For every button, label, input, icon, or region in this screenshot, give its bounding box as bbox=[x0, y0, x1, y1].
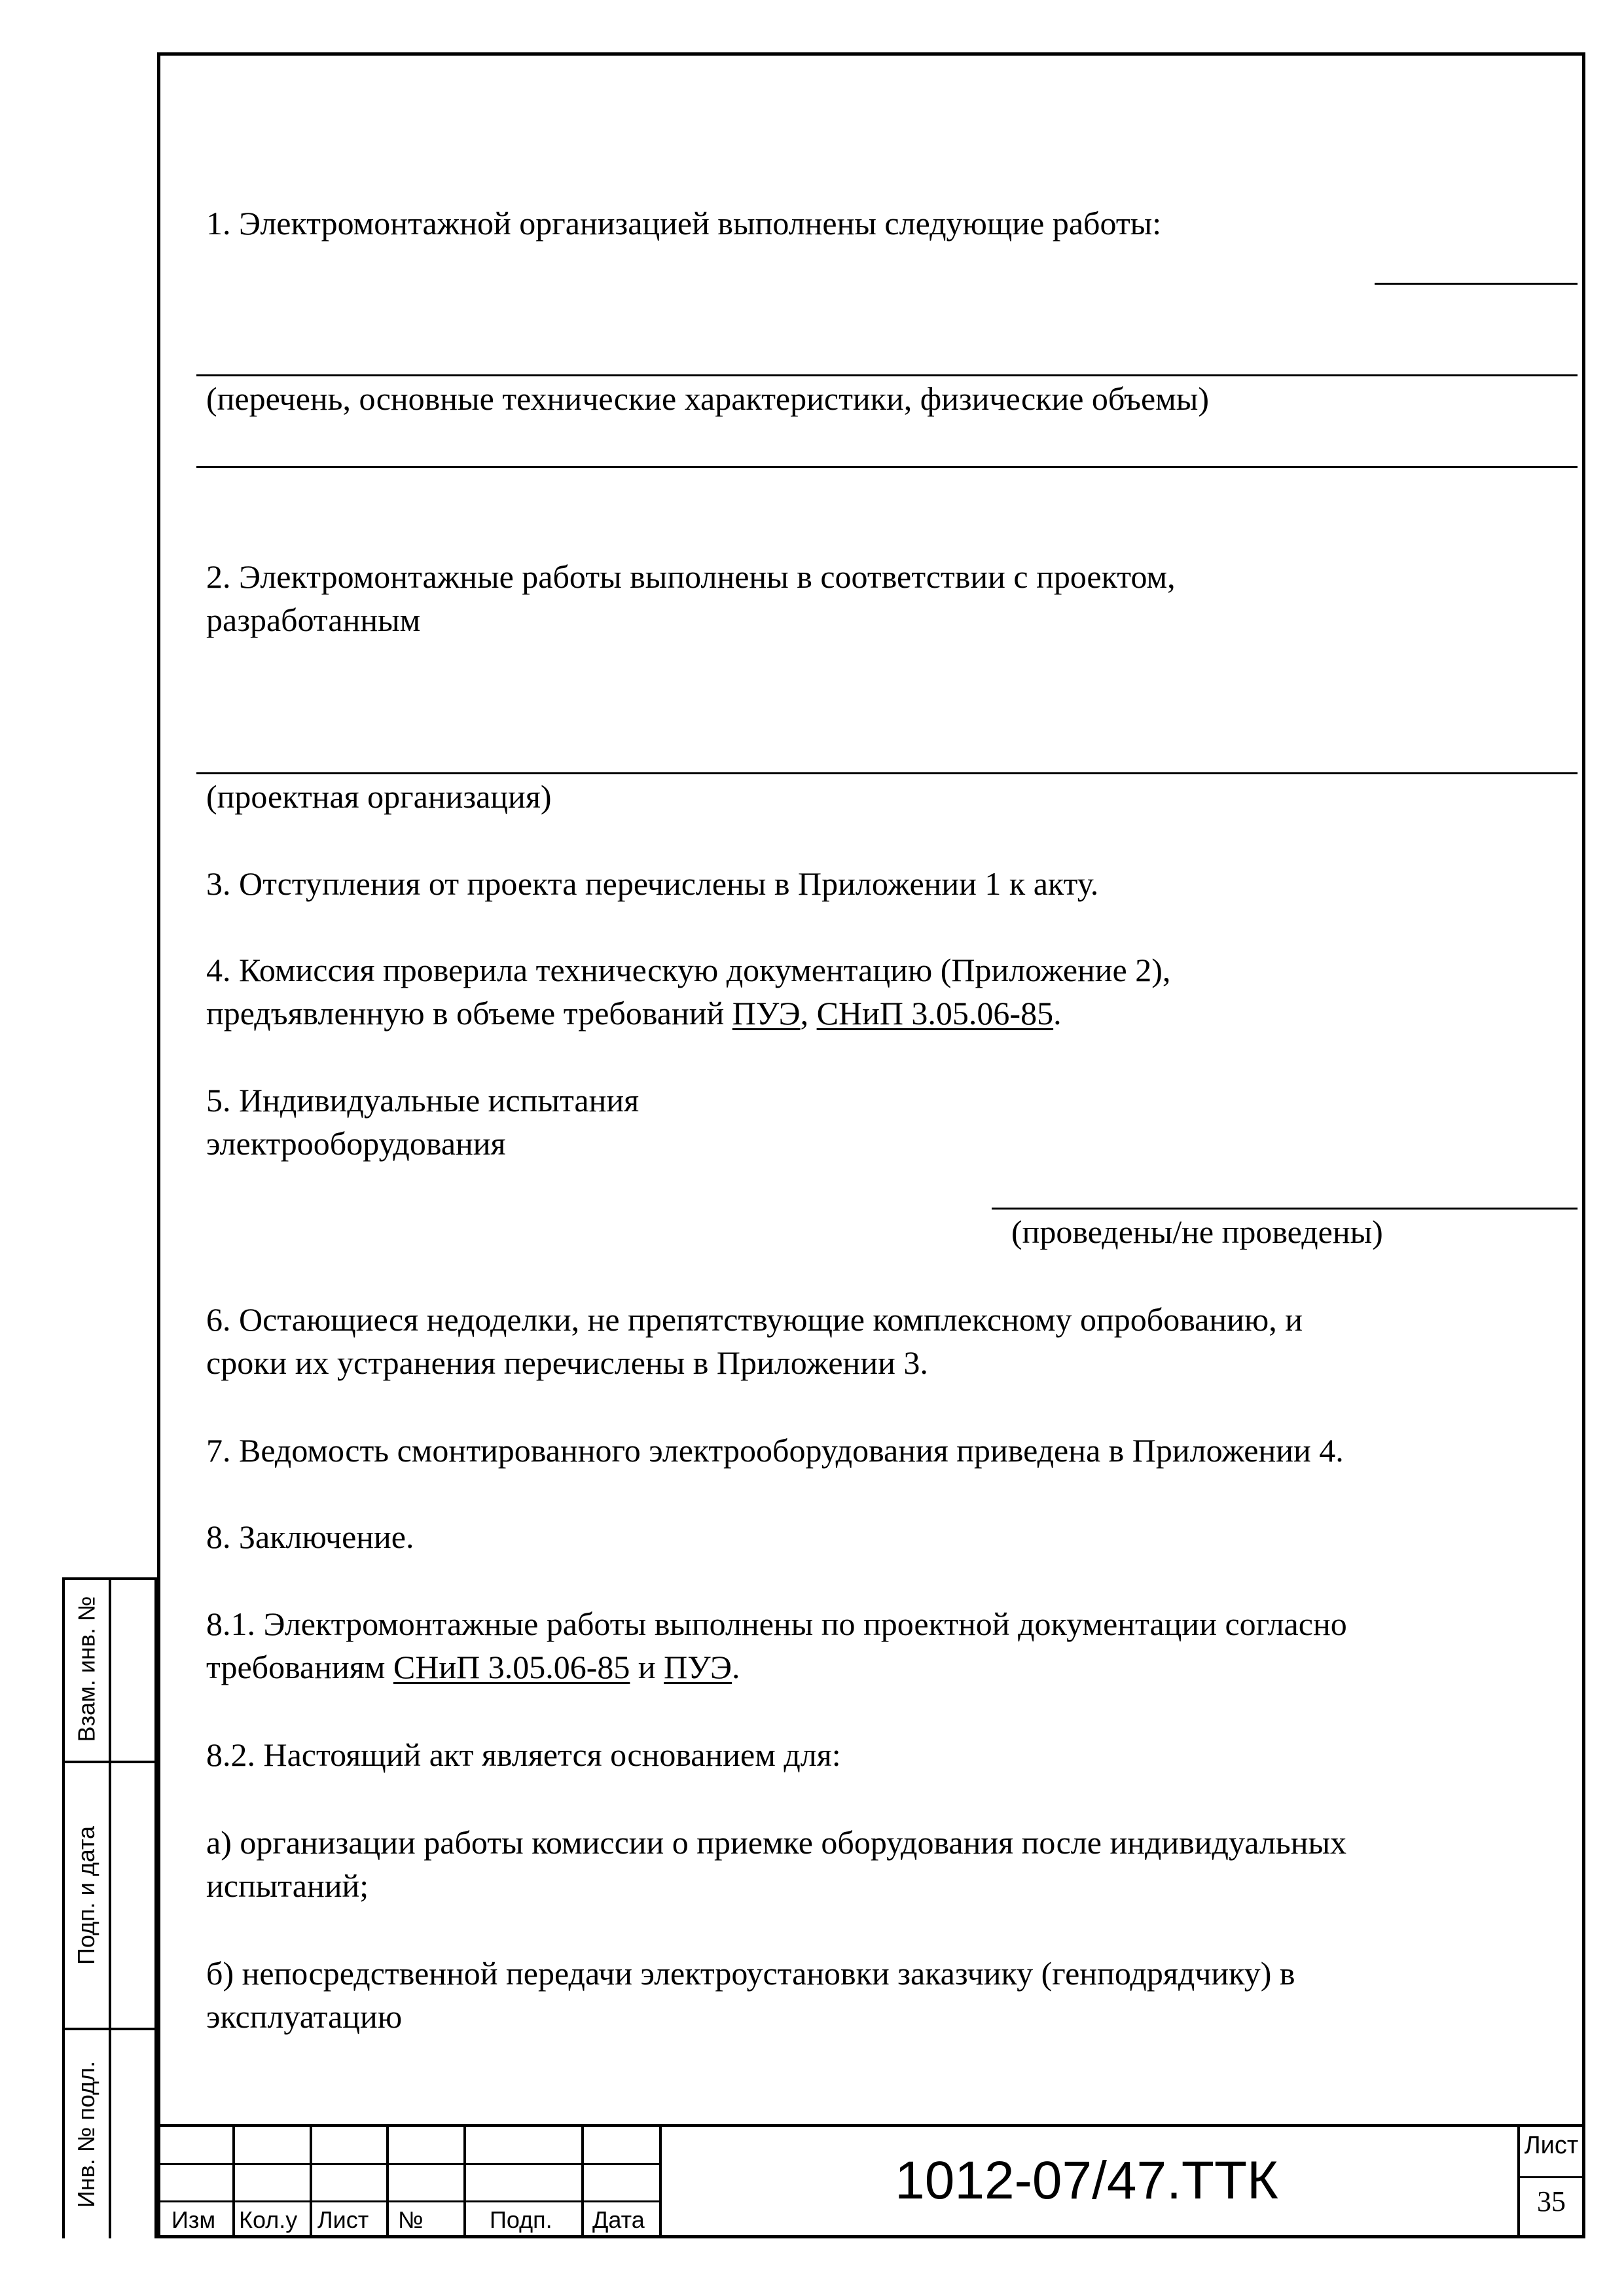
podp-label: Подп. и дата bbox=[73, 1825, 100, 1965]
tb-col-sep-3 bbox=[386, 2124, 389, 2238]
item-8-1-prefix: требованиям bbox=[206, 1649, 393, 1685]
tb-date: Дата bbox=[592, 2206, 645, 2233]
item-8-1-line-1: 8.1. Электромонтажные работы выполнены по проектной документации согласно bbox=[206, 1605, 1347, 1642]
item-8-2: 8.2. Настоящий акт является основанием для: bbox=[206, 1736, 841, 1773]
vzam-label: Взам. инв. № bbox=[73, 1596, 100, 1742]
item-6-line-2: сроки их устранения перечислены в Приложении 3. bbox=[206, 1344, 928, 1381]
note-2: (проектная организация) bbox=[206, 778, 552, 815]
item-8-1-period: . bbox=[732, 1649, 740, 1685]
sheet-label: Лист bbox=[1524, 2132, 1579, 2159]
pue-link-2[interactable]: ПУЭ bbox=[664, 1649, 732, 1685]
item-6-line-1: 6. Остающиеся недоделки, не препятствующие комплексному опробованию, и bbox=[206, 1301, 1303, 1338]
item-8: 8. Заключение. bbox=[206, 1518, 414, 1555]
item-b-line-1: б) непосредственной передачи электроустановки заказчику (генподрядчику) в bbox=[206, 1955, 1295, 1992]
tb-col-sep-5 bbox=[581, 2124, 584, 2238]
tb-izm: Изм bbox=[171, 2206, 216, 2233]
tb-col-sep-1 bbox=[232, 2124, 235, 2238]
sheet-number: 35 bbox=[1537, 2185, 1566, 2217]
fill-line-1 bbox=[1375, 283, 1578, 285]
inv-label: Инв. № подл. bbox=[73, 2060, 100, 2208]
pue-link[interactable]: ПУЭ bbox=[732, 995, 801, 1031]
item-1: 1. Электромонтажной организацией выполнены следующие работы: bbox=[206, 205, 1162, 242]
sheet-sep bbox=[1517, 2176, 1585, 2178]
and-separator: и bbox=[630, 1649, 664, 1685]
document-code: 1012-07/47.ТТК bbox=[895, 2151, 1278, 2210]
item-2-line-1: 2. Электромонтажные работы выполнены в соответствии с проектом, bbox=[206, 558, 1176, 595]
note-1: (перечень, основные технические характеристики, физические объемы) bbox=[206, 380, 1210, 417]
item-a-line-2: испытаний; bbox=[206, 1867, 369, 1904]
fill-line-3 bbox=[196, 466, 1578, 468]
tb-list: Лист bbox=[317, 2206, 369, 2233]
item-5-line-2: электрооборудования bbox=[206, 1125, 506, 1162]
item-4-prefix: предъявленную в объеме требований bbox=[206, 995, 732, 1031]
tb-kol: Кол.у bbox=[239, 2206, 298, 2233]
item-8-1-line-2 bbox=[206, 1645, 740, 1689]
item-b-line-2: эксплуатацию bbox=[206, 1998, 403, 2035]
note-5: (проведены/не проведены) bbox=[1011, 1213, 1383, 1250]
item-4-line-2 bbox=[206, 991, 1062, 1035]
item-2-line-2: разработанным bbox=[206, 601, 421, 638]
item-4-period: . bbox=[1053, 995, 1062, 1031]
snip-link-2[interactable]: СНиП 3.05.06-85 bbox=[393, 1649, 630, 1685]
item-a-line-1: а) организации работы комиссии о приемке оборудования после индивидуальных bbox=[206, 1824, 1347, 1861]
snip-link[interactable]: СНиП 3.05.06-85 bbox=[816, 995, 1054, 1031]
tb-col-sep-2 bbox=[310, 2124, 312, 2238]
tb-podp: Подп. bbox=[490, 2206, 552, 2233]
item-7: 7. Ведомость смонтированного электрооборудования приведена в Приложении 4. bbox=[206, 1432, 1344, 1469]
item-3: 3. Отступления от проекта перечислены в Приложении 1 к акту. bbox=[206, 865, 1099, 902]
tb-num: № bbox=[398, 2206, 424, 2233]
comma-separator: , bbox=[800, 995, 817, 1031]
item-4-line-1: 4. Комиссия проверила техническую документацию (Приложение 2), bbox=[206, 952, 1171, 988]
item-5-line-1: 5. Индивидуальные испытания bbox=[206, 1082, 640, 1119]
tb-col-sep-4 bbox=[463, 2124, 466, 2238]
